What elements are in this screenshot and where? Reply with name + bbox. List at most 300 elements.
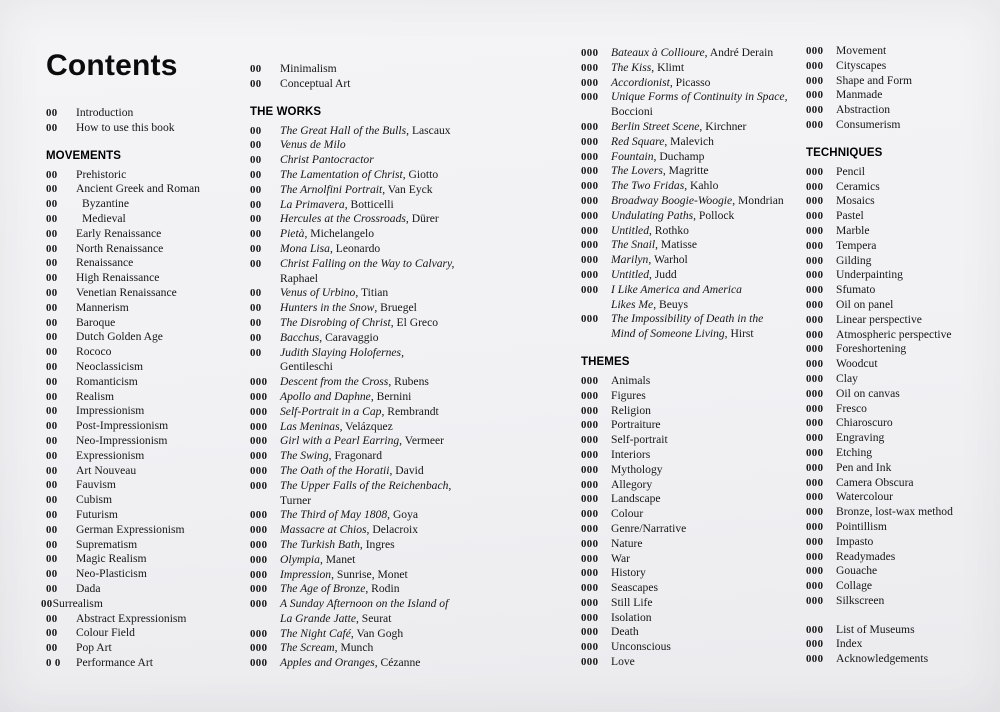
toc-entry	[581, 150, 796, 165]
label-segment: List of Museums	[836, 622, 915, 636]
toc-entry	[41, 597, 246, 612]
label-segment: , Munch	[334, 641, 374, 655]
toc-entry	[250, 627, 470, 642]
toc-entry	[806, 594, 1000, 609]
entry-label	[836, 623, 1000, 638]
label-segment: , Klimt	[651, 60, 685, 74]
entry-label	[836, 165, 1000, 180]
toc-entry	[581, 492, 796, 507]
toc-entry	[806, 298, 1000, 313]
page-number: 000	[806, 565, 824, 578]
page-number: 000	[581, 180, 599, 193]
entry-label	[611, 478, 796, 493]
work-title-segment: The Disrobing of Christ	[280, 315, 391, 329]
work-title-segment: Massacre at Chios	[280, 523, 367, 537]
entry-label	[280, 153, 470, 168]
entry-label	[280, 627, 470, 642]
work-title-segment: Christ Falling on the Way to Calvary,	[280, 256, 455, 270]
page-number: 000	[806, 298, 824, 311]
page-number: 000	[581, 224, 599, 237]
entry-label	[280, 656, 470, 671]
label-segment: Neo-Plasticism	[76, 567, 147, 581]
page-number: 000	[806, 594, 824, 607]
page-number: 00	[46, 390, 58, 403]
page-number: 00	[250, 346, 262, 359]
entry-label	[280, 242, 470, 257]
toc-entry	[581, 478, 796, 493]
toc-entry	[581, 135, 796, 150]
entry-label	[836, 652, 1000, 667]
entry-list	[806, 165, 1000, 609]
toc-entry	[46, 538, 246, 553]
work-title-segment: Las Meninas	[280, 419, 340, 433]
toc-entry	[250, 183, 470, 198]
page-number: 00	[250, 198, 262, 211]
work-title-segment: Self-Portrait in a Cap	[280, 404, 382, 418]
label-segment: Manmade	[836, 88, 883, 102]
toc-entry	[250, 553, 470, 568]
entry-label	[76, 434, 246, 449]
entry-label	[836, 476, 1000, 491]
toc-entry	[806, 342, 1000, 357]
work-title-segment: The Turkish Bath	[280, 537, 360, 551]
label-segment: Watercolour	[836, 490, 894, 504]
work-title-segment: I Like America and America	[611, 282, 742, 296]
toc-entry	[250, 227, 470, 242]
entry-label	[836, 59, 1000, 74]
toc-entry	[250, 508, 470, 523]
page-number: 00	[250, 316, 262, 329]
toc-entry	[806, 637, 1000, 652]
toc-entry	[581, 283, 796, 313]
label-segment: , Velázquez	[339, 419, 393, 433]
toc-entry	[46, 567, 246, 582]
toc-entry	[806, 313, 1000, 328]
entry-label	[280, 434, 470, 449]
label-segment: , Cézanne	[374, 656, 421, 670]
label-segment: Post-Impressionism	[76, 419, 169, 433]
page-number: 000	[806, 269, 824, 282]
page-number: 000	[250, 464, 268, 477]
label-segment: Prehistoric	[76, 167, 127, 181]
toc-entry	[250, 597, 470, 627]
label-segment: Pastel	[836, 209, 864, 223]
toc-entry	[806, 535, 1000, 550]
page-number: 00	[46, 405, 58, 418]
page-number: 000	[250, 538, 268, 551]
page-number: 000	[581, 582, 599, 595]
page-number: 000	[581, 404, 599, 417]
toc-entry	[581, 179, 796, 194]
toc-entry	[806, 239, 1000, 254]
toc-entry	[250, 375, 470, 390]
page-number: 000	[581, 493, 599, 506]
entry-label	[76, 508, 246, 523]
entry-label	[76, 464, 246, 479]
toc-entry	[250, 523, 470, 538]
label-segment: German Expressionism	[76, 522, 185, 536]
toc-entry	[46, 330, 246, 345]
toc-entry	[581, 120, 796, 135]
toc-entry	[806, 328, 1000, 343]
label-segment: , Rembrandt	[381, 404, 439, 418]
label-segment: Boccioni	[611, 105, 653, 119]
toc-entry	[806, 564, 1000, 579]
contents-column-2	[250, 62, 470, 671]
entry-label	[76, 182, 246, 197]
label-segment: How to use this book	[76, 120, 175, 134]
toc-entry	[46, 464, 246, 479]
page-number: 000	[581, 567, 599, 580]
entry-label	[836, 637, 1000, 652]
page-number: 000	[250, 553, 268, 566]
label-segment: Atmospheric perspective	[836, 327, 952, 341]
toc-entry	[46, 375, 246, 390]
toc-entry	[581, 194, 796, 209]
page-number: 000	[250, 642, 268, 655]
page-number: 00	[250, 77, 262, 90]
toc-entry	[250, 568, 470, 583]
toc-entry	[806, 224, 1000, 239]
work-title-segment: The Night Café	[280, 626, 351, 640]
page-number: 000	[581, 47, 599, 59]
label-segment: , Manet	[319, 552, 356, 566]
entry-label	[836, 313, 1000, 328]
page-number: 000	[581, 374, 599, 387]
label-segment: Linear perspective	[836, 312, 922, 326]
toc-entry	[806, 520, 1000, 535]
toc-entry	[581, 581, 796, 596]
label-segment: , Titian	[355, 286, 389, 300]
toc-entry	[250, 538, 470, 553]
toc-entry	[806, 490, 1000, 505]
entry-label	[611, 418, 796, 433]
page-number: 00	[46, 494, 58, 507]
label-segment: Camera Obscura	[836, 475, 914, 489]
label-segment: Bronze, lost-wax method	[836, 505, 953, 519]
toc-entry	[250, 301, 470, 316]
toc-entry	[46, 242, 246, 257]
work-title-segment: The Snail	[611, 238, 656, 252]
label-segment: Fauvism	[76, 478, 116, 492]
toc-entry	[806, 180, 1000, 195]
entry-label	[76, 271, 246, 286]
label-segment: Collage	[836, 579, 873, 593]
toc-entry	[581, 404, 796, 419]
work-title-segment: The Lovers	[611, 164, 663, 178]
label-segment: Seascapes	[611, 581, 658, 595]
entry-label	[76, 256, 246, 271]
page-number: 00	[250, 242, 262, 255]
work-title-segment: A Sunday Afternoon on the Island of	[280, 597, 449, 611]
toc-entry	[806, 652, 1000, 667]
entry-label	[611, 76, 796, 91]
page-number: 000	[806, 623, 824, 636]
page-number: 000	[806, 387, 824, 400]
label-segment: War	[611, 551, 631, 565]
page-number: 000	[581, 283, 599, 296]
toc-entry	[250, 198, 470, 213]
toc-entry	[581, 418, 796, 433]
toc-entry	[46, 360, 246, 375]
page-number: 000	[250, 390, 268, 403]
entry-label	[611, 253, 796, 268]
page-number: 00	[46, 212, 58, 225]
entry-label	[76, 612, 246, 627]
toc-entry	[46, 523, 246, 538]
entry-label	[280, 212, 470, 227]
page-number: 000	[806, 104, 824, 117]
work-title-segment: Girl with a Pearl Earring	[280, 434, 400, 448]
page-number: 000	[250, 598, 268, 611]
label-segment: , Malevich	[664, 134, 714, 148]
label-segment: Consumerism	[836, 117, 901, 131]
label-segment: Unconscious	[611, 640, 671, 654]
toc-entry	[581, 625, 796, 640]
toc-entry	[46, 493, 246, 508]
toc-entry	[806, 254, 1000, 269]
toc-entry	[581, 552, 796, 567]
work-title-segment: The Upper Falls of the Reichenbach,	[280, 478, 452, 492]
toc-entry	[581, 61, 796, 76]
toc-entry	[806, 461, 1000, 476]
label-segment: Minimalism	[280, 62, 337, 75]
entry-label	[280, 62, 470, 77]
entry-label	[76, 360, 246, 375]
label-segment: Sfumato	[836, 283, 876, 297]
entry-label	[76, 330, 246, 345]
entry-label	[280, 538, 470, 553]
label-segment: , Van Eyck	[382, 182, 433, 196]
page-number: 00	[46, 479, 58, 492]
work-title-segment: The Impossibility of Death in the	[611, 312, 764, 326]
page-number: 000	[806, 165, 824, 178]
toc-entry	[806, 446, 1000, 461]
label-segment: Mythology	[611, 462, 663, 476]
label-segment: Dutch Golden Age	[76, 330, 163, 344]
page-number: 00	[250, 63, 262, 75]
label-segment: Neo-Impressionism	[76, 433, 168, 447]
label-segment: Suprematism	[76, 537, 138, 551]
toc-entry	[250, 257, 470, 287]
entry-label	[76, 212, 246, 227]
page-number: 00	[46, 168, 58, 181]
label-segment: Mosaics	[836, 194, 875, 208]
label-segment: Impressionism	[76, 404, 145, 418]
toc-entry	[806, 372, 1000, 387]
toc-entry	[250, 124, 470, 139]
toc-entry	[806, 550, 1000, 565]
label-segment: Colour	[611, 507, 644, 521]
toc-entry	[46, 316, 246, 331]
page-number: 000	[806, 224, 824, 237]
page-number: 000	[806, 210, 824, 223]
work-title-segment: La Primavera	[280, 197, 345, 211]
entry-label	[280, 346, 470, 376]
work-title-segment: Venus of Urbino	[280, 286, 356, 300]
label-segment: Cubism	[76, 493, 113, 507]
label-segment: Venetian Renaissance	[76, 285, 177, 299]
page-number: 000	[806, 506, 824, 519]
page-number: 000	[806, 372, 824, 385]
page-number: 000	[806, 580, 824, 593]
entry-list	[41, 167, 246, 671]
label-segment: Pointillism	[836, 519, 887, 533]
entry-label	[280, 316, 470, 331]
toc-entry	[46, 256, 246, 271]
entry-label	[76, 656, 246, 671]
entry-label	[611, 640, 796, 655]
page-number: 000	[806, 118, 824, 131]
label-segment: , Seurat	[356, 611, 392, 625]
page-number: 000	[581, 508, 599, 521]
page-number: 000	[581, 419, 599, 432]
entry-label	[280, 257, 470, 287]
page-number: 00	[46, 227, 58, 240]
label-segment: , Pollock	[693, 208, 735, 222]
entry-label	[611, 120, 796, 135]
toc-entry	[46, 626, 246, 641]
entry-list	[250, 62, 470, 92]
entry-label	[611, 404, 796, 419]
toc-entry	[581, 448, 796, 463]
contents-column-1	[41, 49, 246, 671]
toc-entry	[250, 449, 470, 464]
label-segment: Interiors	[611, 447, 651, 461]
page-number: 000	[581, 150, 599, 163]
label-segment: Readymades	[836, 549, 896, 563]
toc-entry	[581, 611, 796, 626]
label-segment: , Vermeer	[399, 434, 445, 448]
entry-label	[76, 242, 246, 257]
toc-entry	[46, 227, 246, 242]
page-number: 00	[250, 257, 262, 270]
page-number: 000	[806, 313, 824, 326]
entry-label	[611, 389, 796, 404]
toc-entry	[581, 522, 796, 537]
label-segment: Figures	[611, 388, 646, 402]
toc-entry	[581, 566, 796, 581]
section-heading-movements: MOVEMENTS	[46, 149, 122, 162]
section-heading-techniques: TECHNIQUES	[806, 146, 883, 159]
page-number: 000	[581, 478, 599, 491]
entry-label	[280, 198, 470, 213]
page-number: 00	[46, 434, 58, 447]
page-number: 000	[250, 405, 268, 418]
page-number: 00	[46, 183, 58, 196]
label-segment: Byzantine	[82, 197, 130, 211]
label-segment: Futurism	[76, 507, 118, 521]
page-number: 000	[806, 402, 824, 415]
toc-entry	[46, 182, 246, 197]
toc-entry	[46, 390, 246, 405]
toc-entry	[581, 507, 796, 522]
page-number: 00	[250, 331, 262, 344]
toc-entry	[250, 153, 470, 168]
page-number: 000	[581, 76, 599, 89]
page-number: 000	[806, 520, 824, 533]
page-number: 000	[250, 657, 268, 670]
toc-entry	[806, 209, 1000, 224]
entry-label	[76, 567, 246, 582]
entry-label	[836, 416, 1000, 431]
label-segment: Abstraction	[836, 103, 891, 117]
entry-label	[280, 553, 470, 568]
label-segment: Nature	[611, 536, 643, 550]
toc-entry	[46, 656, 246, 671]
page-number: 000	[250, 450, 268, 463]
toc-entry	[250, 420, 470, 435]
toc-entry	[46, 449, 246, 464]
work-title-segment: Likes Me	[611, 297, 654, 311]
page-number: 000	[581, 611, 599, 624]
entry-label	[76, 390, 246, 405]
label-segment: , Delacroix	[366, 523, 419, 537]
page-number: 000	[806, 343, 824, 356]
page-number: 000	[806, 535, 824, 548]
entry-label	[836, 298, 1000, 313]
label-segment: Neoclassicism	[76, 359, 143, 373]
entry-label	[836, 224, 1000, 239]
entry-label	[611, 164, 796, 179]
toc-entry	[46, 552, 246, 567]
entry-label	[280, 286, 470, 301]
toc-entry	[581, 268, 796, 283]
page-number: 000	[806, 446, 824, 459]
toc-entry	[46, 286, 246, 301]
label-segment: , Kahlo	[684, 179, 719, 193]
toc-entry	[250, 138, 470, 153]
label-segment: Pop Art	[76, 641, 112, 655]
toc-entry	[250, 212, 470, 227]
page-number: 00	[46, 464, 58, 477]
toc-entry	[46, 197, 246, 212]
entry-label	[280, 331, 470, 346]
entry-label	[280, 227, 470, 242]
entry-label	[76, 375, 246, 390]
label-segment: Romanticism	[76, 374, 138, 388]
work-title-segment: La Grande Jatte	[280, 611, 356, 625]
label-segment: , Caravaggio	[319, 330, 379, 344]
entry-label	[76, 478, 246, 493]
page-number: 00	[46, 420, 58, 433]
work-title-segment: The Age of Bronze	[280, 582, 366, 596]
page-number: 00	[46, 568, 58, 581]
toc-entry	[806, 59, 1000, 74]
label-segment: Medieval	[82, 211, 126, 225]
toc-entry	[46, 419, 246, 434]
page-number: 000	[581, 254, 599, 267]
page-number: 00	[250, 302, 262, 315]
toc-entry	[581, 655, 796, 670]
entry-label	[836, 372, 1000, 387]
work-title-segment: Judith Slaying Holofernes,	[280, 345, 404, 359]
page-title: Contents	[46, 49, 178, 82]
page-number: 000	[581, 463, 599, 476]
page-number: 00	[46, 346, 58, 359]
page-number: 000	[581, 552, 599, 565]
page-number: 000	[581, 209, 599, 222]
entry-label	[611, 46, 796, 61]
entry-label	[611, 150, 796, 165]
entry-label	[280, 582, 470, 597]
page-number: 00	[46, 242, 58, 255]
entry-label	[280, 138, 470, 153]
label-segment: Surrealism	[52, 596, 103, 610]
label-segment: Magic Realism	[76, 552, 147, 566]
entry-list	[250, 124, 470, 671]
label-segment: , Goya	[387, 508, 419, 522]
